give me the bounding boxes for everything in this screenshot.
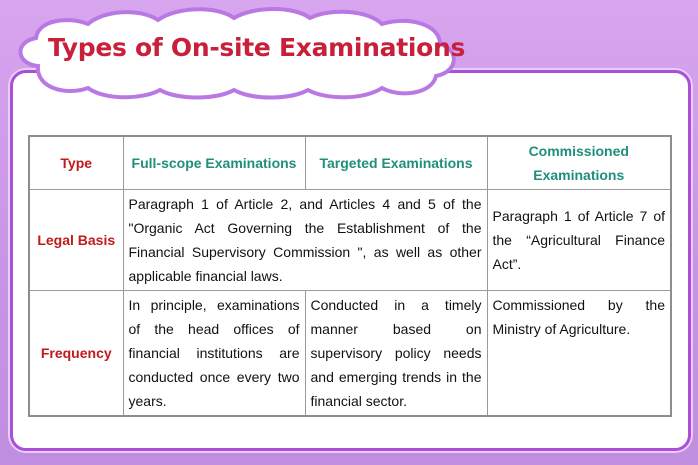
frequency-label: Frequency [29,291,123,417]
table-header-row [29,136,671,190]
legal-basis-label: Legal Basis [29,190,123,291]
frequency-row [29,291,671,417]
page-title: Types of On-site Examinations [48,33,466,62]
legal-basis-row [29,190,671,291]
header-targeted-cell: Targeted Examinations [305,136,487,190]
legal-basis-commissioned-cell: Paragraph 1 of Article 7 of the “Agricultural Finance Act”. [487,190,671,291]
header-full-scope-cell: Full-scope Examinations [123,136,305,190]
frequency-commissioned-cell: Commissioned by the Ministry of Agriculture. [487,291,671,417]
legal-basis-full-targeted-cell: Paragraph 1 of Article 2, and Articles 4 and 5 of the "Organic Act Governing the Establishment of the Financial Supervisory Commission ", as well as other applicable financial laws. [123,190,487,291]
header-commissioned-cell: Commissioned Examinations [487,136,671,190]
frequency-targeted-cell: Conducted in a timely manner based on supervisory policy needs and emerging trends in the financial sector. [305,291,487,417]
frequency-full-scope-cell: In principle, examinations of the head offices of financial institutions are conducted once every two years. [123,291,305,417]
header-type-cell: Type [29,136,123,190]
examinations-table [28,135,672,417]
